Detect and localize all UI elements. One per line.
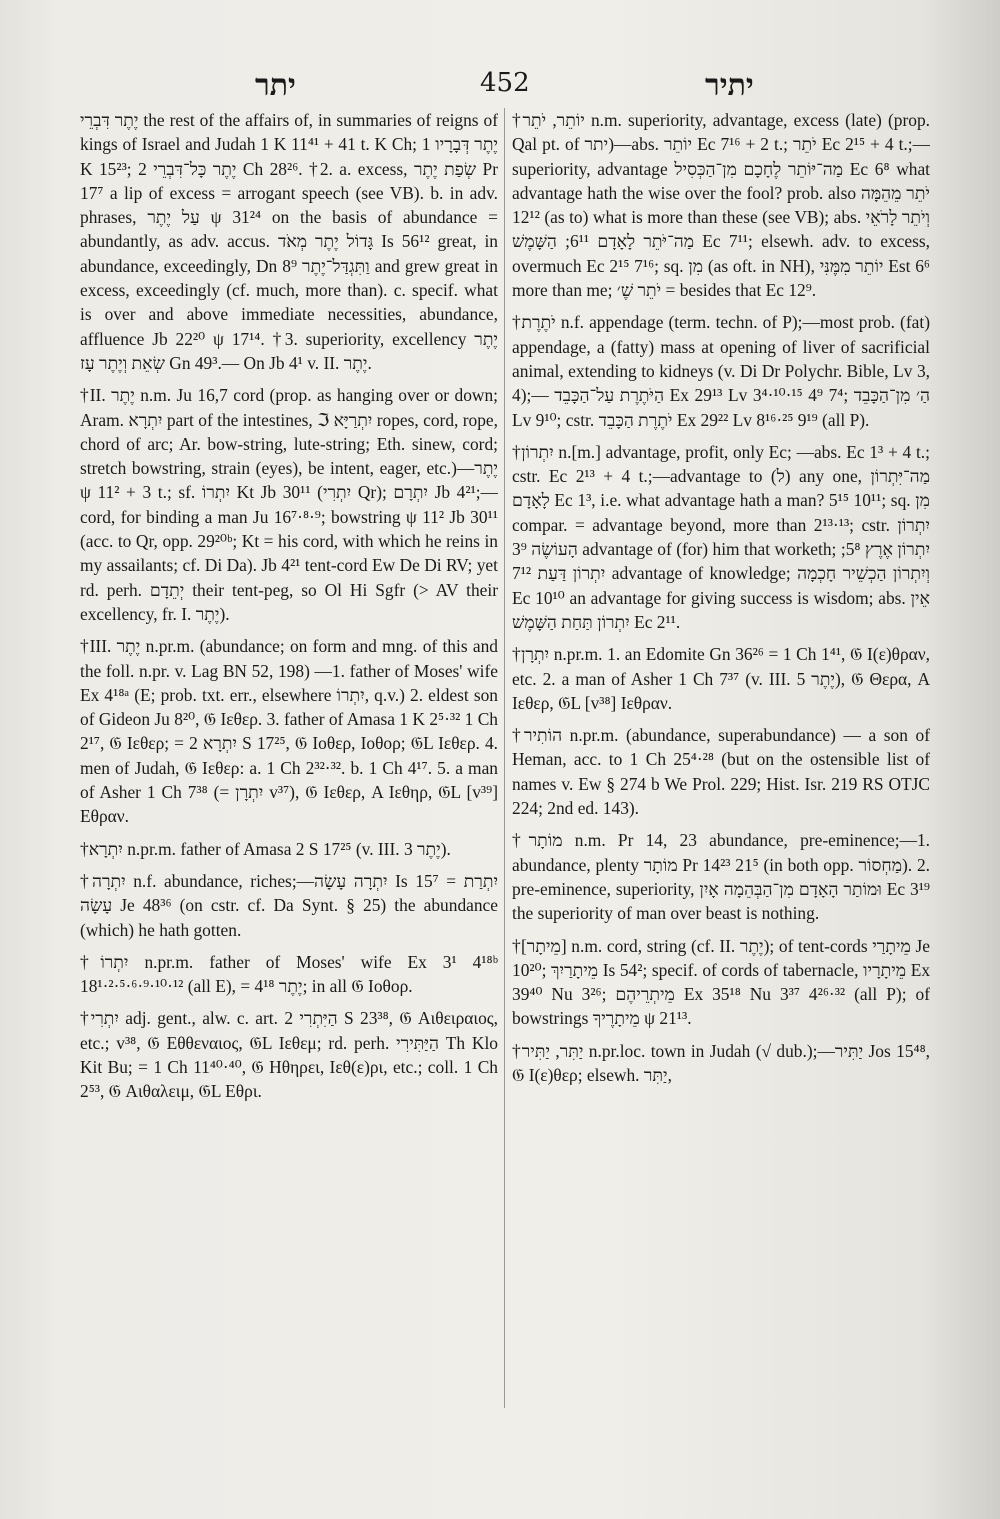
entry-yithri: †יִתְרִי adj. gent., alw. c. art. הַיִּתְרִי 2 S 23³⁸, 𝔊 Αιθειραιος, etc.; v³⁸, 𝔊 Εθθεναιος, 𝔊L Ιεθεμ; rd. perh. הַיַּתִּירִי Th Klo Kit Bu; = 1 Ch 11⁴⁰·⁴⁰, 𝔊 Ηθηρει, Ιεθ(ε)ρι, etc.; coll. 1 Ch 2⁵³, 𝔊 Αιθαλειμ, 𝔊L Εθρι.: [80, 1008, 498, 1102]
entry-yeter-continued: יֶתֶר דִּבְרֵי the rest of the affairs of, in summaries of reigns of kings of Israel and Judah 1 K 11⁴¹ + 41 t. K Ch; יֶתֶר דְּבָרָיו 1 K 15²³; יֶתֶר כָּל־דִּבְרֵי 2 Ch 28²⁶. †2. a. excess, שְׂפַת יֶתֶר Pr 17⁷ a lip of excess = arrogant speech (see VB). b. in adv. phrases, עַל יֶתֶר ψ 31²⁴ on the basis of abundance = abundantly, as adv. accus. גָּדוֹל יֶתֶר מְאֹד Is 56¹² great, in abundance, exceedingly, Dn 8⁹ וַתִּגְדַּל־יֶתֶר and grew great in excess, exceedingly (cf. much, more than). c. specif. what is over and above immediate necessities, abundance, affluence Jb 22²⁰ ψ 17¹⁴. †3. superiority, excellency יֶתֶר שְׂאֵת וְיֶתֶר עָז Gn 49³.— On Jb 4¹ v. II. יֶתֶר.: [80, 110, 498, 373]
left-column: [80, 108, 498, 1478]
entry-yithron: †יִתְרוֹן n.[m.] advantage, profit, only Ec; —abs. Ec 1³ + 4 t.; cstr. Ec 2¹³ + 4 t.;—advantage to (ל) any one, מַה־יִּתְרוֹן לָאָדָם Ec 1³, i.e. what advantage hath a man? 5¹⁵ 10¹¹; sq. מִן compar. = advantage beyond, more than 2¹³·¹³; cstr. יִתְרוֹן הָעוֹשֶׂה 3⁹ advantage of (for) him that worketh; יִתְרוֹן אֶרֶץ 5⁸; יִתְרוֹן דַּעַת 7¹² advantage of knowledge; וְיִתְרוֹן הַכְשֵׁיר חָכְמָה Ec 10¹⁰ an advantage for giving success is wisdom; abs. אֵין יִתְרוֹן תַּחַת הַשָּׁמֶשׁ Ec 2¹¹.: [512, 441, 930, 632]
page-number: 452: [480, 68, 530, 98]
entry-yithra: †יִתְרָא n.pr.m. father of Amasa 2 S 17²⁵ (v. III. יֶתֶר 3).: [80, 838, 451, 859]
entry-yother: †יוֹתֵר, יֹתֵר n.m. superiority, advantage, excess (late) (prop. Qal pt. of יתר)—abs. יוֹתֵר Ec 7¹⁶ + 2 t.; יֹתֵר Ec 2¹⁵ + 4 t.;—superiority, advantage מַה־יּוֹתֵר לֶחָכָם מִן־הַכְּסִיל Ec 6⁸ what advantage hath the wise over the fool? prob. also יֹתֵר מֵהֵמָּה 12¹² (as to) what is more than these (see VB); abs. וְיֹתֵר לָרֹאֵי מַה־יֹּתֵר לָאָדָם 6¹¹; הַשָּׁמֶשׁ Ec 7¹¹; elsewh. adv. to excess, overmuch Ec 2¹⁵ 7¹⁶; sq. מִן (as oft. in NH), יוֹתֵר מִמֶּנִּי Est 6⁶ more than me; יֹתֵר שֶׁ׳ = besides that Ec 12⁹.: [512, 110, 930, 301]
entry-yithrah: †יִתְרָה n.f. abundance, riches;—יִתְרָה עָשָׂה Is 15⁷ = יִתְרַת עָשָׂה Je 48³⁶ (on cstr. cf. Da Synt. § 25) the abundance (which) he hath gotten.: [80, 870, 498, 940]
entry-yeter-ii: †II. יֶתֶר n.m. Ju 16,7 cord (prop. as hanging over or down; Aram. יִתְרָא part of the intestines, ℑ יִתְרַיָּא ropes, cord, rope, chord of arc; Ar. bow-string, lute-string; Eth. sinew, cord; stretch bowstring, strain (eyes), be intent, eager, etc.)—יֶתֶר ψ 11² + 3 t.; sf. יִתְרוֹ Kt Jb 30¹¹ (יִתְרִי Qr); יִתְרָם Jb 4²¹;—cord, for binding a man Ju 16⁷·⁸·⁹; bowstring ψ 11² Jb 30¹¹ (acc. to Qr, opp. 29²⁰ᵇ; Kt = his cord, with which he reins in my assailants; cf. Di Da). Jb 4²¹ tent-cord Ew De Di RV; yet rd. perh. יְתֵדָם their tent-peg, so Ol Hi Sgfr (> AV their excellency, fr. I. יֶתֶר).: [80, 385, 498, 624]
entry-yeter-iii: †III. יֶתֶר n.pr.m. (abundance; on form and mng. of this and the foll. n.pr. v. Lag BN 52, 198) —1. father of Moses' wife Ex 4¹⁸ᵃ (E; prob. txt. err., elsewhere יִתְרוֹ, q.v.) 2. eldest son of Gideon Ju 8²⁰, 𝔊 Ιεθερ. 3. father of Amasa 1 K 2⁵·³² 1 Ch 2¹⁷, 𝔊 Ιεθερ; = יִתְרָא 2 S 17²⁵, 𝔊 Ιοθερ, Ιοθορ; 𝔊L Ιεθερ. 4. men of Judah, 𝔊 Ιεθερ: a. 1 Ch 2³²·³². b. 1 Ch 4¹⁷. 5. a man of Asher 1 Ch 7³⁸ (= יִתְרָן v³⁷), 𝔊 Ιεθερ, A Ιεθηρ, 𝔊L [v³⁹] Εθραν.: [80, 636, 498, 827]
left-running-head: יתר: [255, 68, 296, 103]
entry-yothereth: †יֹתֶרֶת n.f. appendage (term. techn. of P);—most prob. (fat) appendage, a (fatty) mass at opening of liver of sacrificial animal, extending to kidneys (v. Di Dr Polychr. Bible, Lv 3, 4);— הַיֹּתֶרֶת עַל־הַכָּבֵד Ex 29¹³ Lv 3⁴·¹⁰·¹⁵ 4⁹ 7⁴; הַ׳ מִן־הַכָּבֵד Lv 9¹⁰; cstr. יֹתֶרֶת הַכָּבֵד Ex 29²² Lv 8¹⁶·²⁵ 9¹⁹ (all P).: [512, 312, 930, 430]
entry-yithran: †יִתְרָן n.pr.m. 1. an Edomite Gn 36²⁶ = 1 Ch 1⁴¹, 𝔊 Ι(ε)θραν, etc. 2. a man of Asher 1 Ch 7³⁷ (v. III. יֶתֶר 5), 𝔊 Θερα, A Ιεθερ, 𝔊L [v³⁸] Ιεθραν.: [512, 644, 930, 713]
entry-yithro: †יִתְרוֹ n.pr.m. father of Moses' wife Ex 3¹ 4¹⁸ᵇ 18¹·²·⁵·⁶·⁹·¹⁰·¹² (all E), = יֶתֶר 4¹⁸; in all 𝔊 Ιοθορ.: [80, 951, 498, 997]
column-divider: [504, 108, 505, 1408]
entry-hothir: †הוֹתִיר n.pr.m. (abundance, superabundance) — a son of Heman, acc. to 1 Ch 25⁴·²⁸ (but on the ostensible list of names v. Ew § 274 b We Prol. 229; Hist. Isr. 219 RS OTJC 224; 2nd ed. 143).: [512, 725, 930, 819]
right-column: [512, 108, 930, 1478]
entry-methar: †[מֵיתָר] n.m. cord, string (cf. II. יֶתֶר); of tent-cords מֵיתָרַי Je 10²⁰; מֵיתָרַיִךְ Is 54²; specif. of cords of tabernacle, מֵיתָרָיו Ex 39⁴⁰ Nu 3²⁶; מֵיתְרֵיהֶם Ex 35¹⁸ Nu 3³⁷ 4²⁶·³² (all P); of bowstrings מֵיתָרֶיךָ ψ 21¹³.: [512, 935, 930, 1029]
entry-yattir: †יַתִּר, יַתִּיר n.pr.loc. town in Judah (√ dub.);—יַתִּיר Jos 15⁴⁸, 𝔊 Ι(ε)θερ; elsewh. יַתִּר,: [512, 1040, 930, 1085]
page-header: [0, 62, 1000, 102]
entry-mothar: †מוֹתָר n.m. Pr 14, 23 abundance, pre-eminence;—1. abundance, plenty מוֹתָר Pr 14²³ 21⁵ (in both opp. מַחְסוֹר). 2. pre-eminence, superiority, וּמוֹתַר הָאָדָם מִן־הַבְּהֵמָה אָיִן Ec 3¹⁹ the superiority of man over beast is nothing.: [512, 830, 930, 924]
right-running-head: יתיר: [705, 68, 754, 103]
